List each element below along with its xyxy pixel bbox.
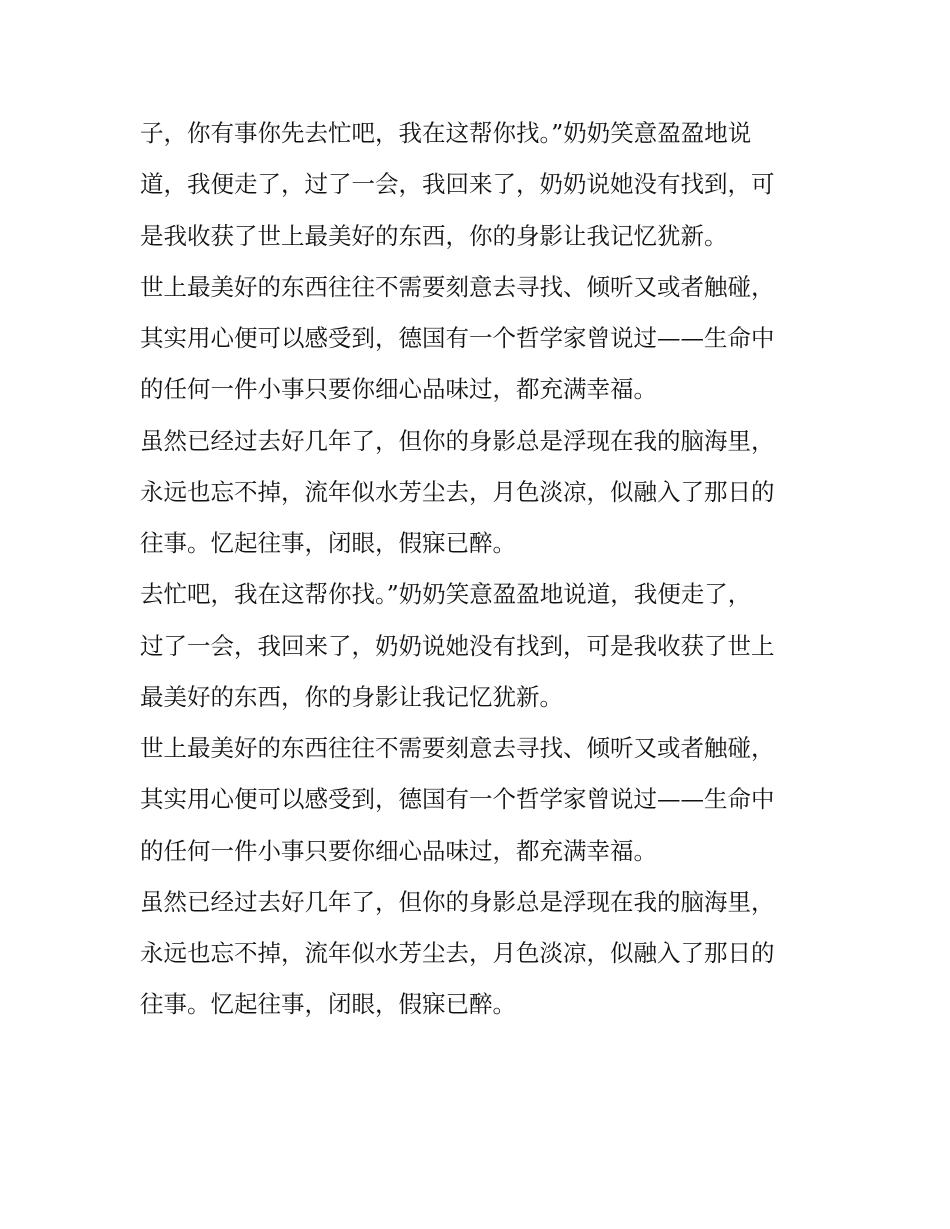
text-line: 世上最美好的东西往往不需要刻意去寻找、倾听又或者触碰， [140,734,775,762]
text-line: 永远也忘不掉，流年似水芳尘去，月色淡凉，似融入了那日的 [140,477,775,506]
text-line: 是我收获了世上最美好的东西，你的身影让我记忆犹新。 [140,221,728,250]
text-line: 最美好的东西，你的身影让我记忆犹新。 [140,682,563,711]
text-line: 过了一会，我回来了，奶奶说她没有找到，可是我收获了世上 [140,631,775,660]
text-line: 去忙吧，我在这帮你找。”奶奶笑意盈盈地说道，我便走了， [140,580,752,609]
text-line: 其实用心便可以感受到，德国有一个哲学家曾说过——生命中 [140,785,775,814]
document-body [140,108,820,1031]
text-line: 往事。忆起往事，闭眼，假寐已醉。 [140,990,516,1019]
text-line: 永远也忘不掉，流年似水芳尘去，月色淡凉，似融入了那日的 [140,939,775,967]
text-line: 其实用心便可以感受到，德国有一个哲学家曾说过——生命中 [140,324,775,352]
text-line: 虽然已经过去好几年了，但你的身影总是浮现在我的脑海里， [140,887,775,916]
text-line: 道，我便走了，过了一会，我回来了，奶奶说她没有找到，可 [140,170,775,199]
text-line: 子，你有事你先去忙吧，我在这帮你找。”奶奶笑意盈盈地说 [140,119,752,147]
text-line: 往事。忆起往事，闭眼，假寐已醉。 [140,529,516,557]
text-line: 的任何一件小事只要你细心品味过，都充满幸福。 [140,836,657,865]
text-line: 世上最美好的东西往往不需要刻意去寻找、倾听又或者触碰， [140,272,775,301]
text-line: 的任何一件小事只要你细心品味过，都充满幸福。 [140,375,657,404]
text-line: 虽然已经过去好几年了，但你的身影总是浮现在我的脑海里， [140,426,775,455]
